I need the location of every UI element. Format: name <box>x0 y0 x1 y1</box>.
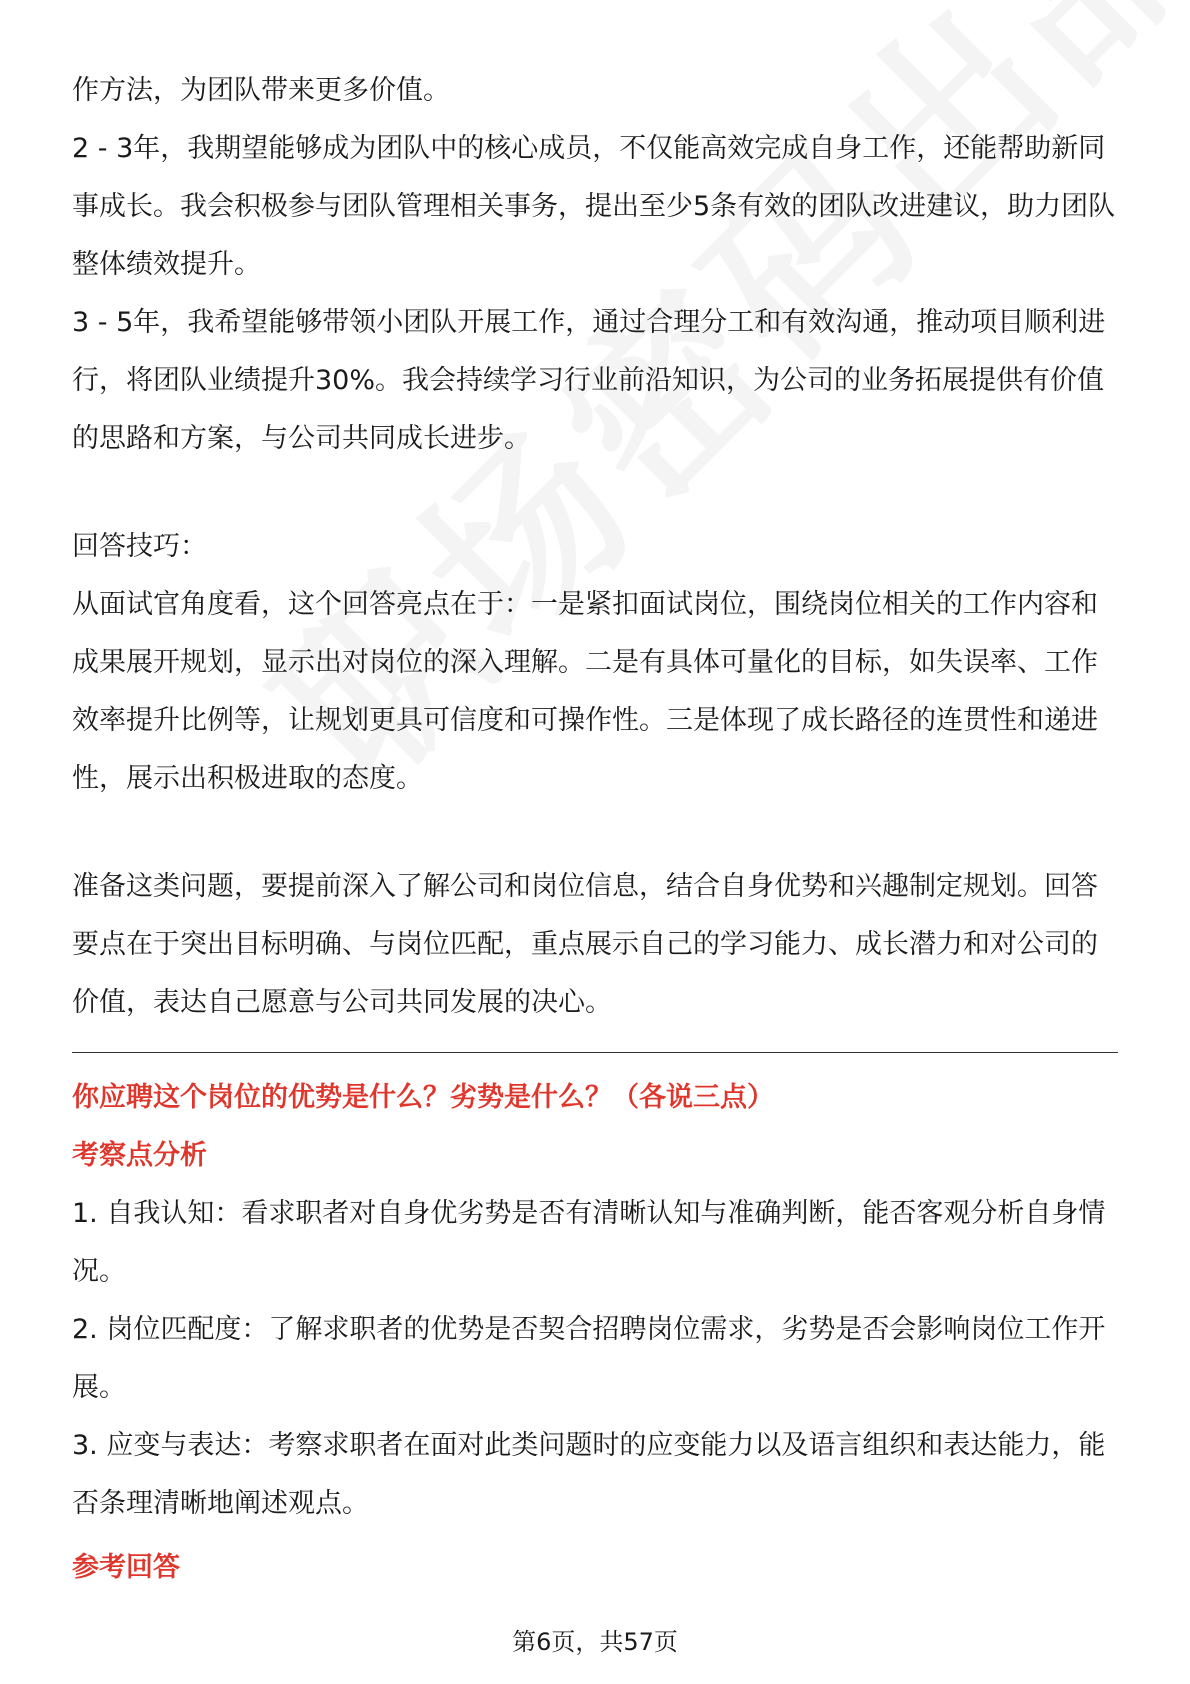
tips-label: 回答技巧： <box>72 531 207 562</box>
section-divider <box>72 1052 1118 1053</box>
analysis-heading: 考察点分析 <box>72 1140 207 1171</box>
analysis-point: 2. 岗位匹配度：了解求职者的优势是否契合招聘岗位需求，劣势是否会影响岗位工作开展。 <box>72 1314 1106 1403</box>
paragraph: 3 - 5年，我希望能够带领小团队开展工作，通过合理分工和有效沟通，推动项目顺利进行，将团队业绩提升30%。我会持续学习行业前沿知识，为公司的业务拓展提供有价值的思路和方案，与公司共同成长进步。 <box>72 307 1106 454</box>
page-number: 第6页，共57页 <box>512 1628 678 1656</box>
answer-heading: 参考回答 <box>72 1552 180 1583</box>
paragraph: 准备这类问题，要提前深入了解公司和岗位信息，结合自身优势和兴趣制定规划。回答要点在于突出目标明确、与岗位匹配，重点展示自己的学习能力、成长潜力和对公司的价值，表达自己愿意与公司共同发展的决心。 <box>72 871 1098 1018</box>
question-title: 你应聘这个岗位的优势是什么？劣势是什么？（各说三点） <box>72 1082 774 1113</box>
page-content <box>72 62 1118 1597</box>
paragraph: 2 - 3年，我期望能够成为团队中的核心成员，不仅能高效完成自身工作，还能帮助新同事成长。我会积极参与团队管理相关事务，提出至少5条有效的团队改进建议，助力团队整体绩效提升。 <box>72 133 1116 280</box>
analysis-point: 1. 自我认知：看求职者对自身优劣势是否有清晰认知与准确判断，能否客观分析自身情况。 <box>72 1198 1106 1287</box>
analysis-point: 3. 应变与表达：考察求职者在面对此类问题时的应变能力以及语言组织和表达能力，能否条理清晰地阐述观点。 <box>72 1430 1106 1519</box>
paragraph: 作方法，为团队带来更多价值。 <box>72 75 450 106</box>
paragraph: 从面试官角度看，这个回答亮点在于：一是紧扣面试岗位，围绕岗位相关的工作内容和成果展开规划，显示出对岗位的深入理解。二是有具体可量化的目标，如失误率、工作效率提升比例等，让规划更具可信度和可操作性。三是体现了成长路径的连贯性和递进性，展示出积极进取的态度。 <box>72 589 1098 794</box>
